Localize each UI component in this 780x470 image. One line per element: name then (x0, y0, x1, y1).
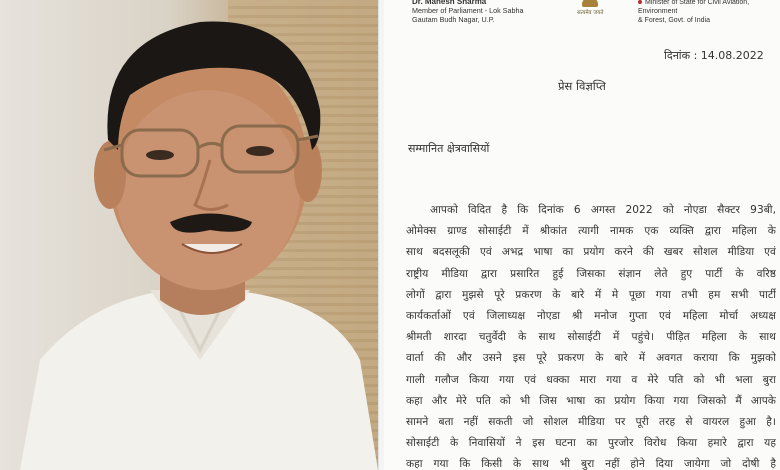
body-line: ओमेक्स ग्राण्ड सोसाईटी में श्रीकांत त्यागी नामक एक व्यक्ति द्वारा महिला के (406, 225, 776, 238)
body-line: कहा और मेरे पति को भी जिस भाषा का प्रयोग किया गया जिसको मैं आपके (406, 394, 776, 407)
body-line: आपको विदित है कि दिनांक 6 अगस्त 2022 को नोएडा सैक्टर 93बी, (430, 204, 776, 216)
body-line: राष्ट्रीय मीडिया द्वारा प्रसारित हुई जिसका संज्ञान लेते हुए पार्टी के वरिष्ठ (406, 267, 776, 280)
body-line: सोसाईटी के निवासियों ने इस घटना का पुरजोर विरोध किया हमारे द्वारा यह (406, 437, 776, 450)
body-line: श्रीमती शारदा चतुर्वेदी के साथ सोसाईटी में पहुंचे। पीड़ित महिला के साथ (406, 331, 776, 344)
letterhead-right-text: Minister of State for Civil Aviation, Environment (638, 0, 750, 15)
letterhead-right (638, 0, 776, 25)
letter-salutation: सम्मानित क्षेत्रवासियों (408, 142, 490, 155)
letter-date: दिनांक : 14.08.2022 (664, 49, 764, 62)
body-line: लोगों द्वारा मुझसे पूरे प्रकरण के बारे में मे पूछा गया तभी हम सभी पार्टी (406, 288, 776, 301)
body-line: सामने बता नहीं सकती जो सोशल मीडिया पर पूरी तरह से वायरल हुआ है। (406, 415, 776, 428)
letterhead-left-line: Gautam Budh Nagar, U.P. (412, 15, 495, 24)
emblem-motto: सत्यमेव जयते (577, 10, 604, 16)
body-line: गाली गलौज किया गया एवं धक्का मारा गया व मेरे पति को भी भला बुरा (406, 373, 776, 386)
letterhead-right-line: & Forest, Govt. of India (638, 17, 710, 24)
emblem-lions (582, 0, 598, 7)
bullet-icon (638, 0, 642, 4)
body-line: वार्ता की और उसने इस पूरे प्रकरण के बारे में अवगत कराया कि मुझको (406, 352, 776, 365)
letterhead-name: Dr. Mahesh Sharma (412, 0, 487, 6)
letterhead-left (412, 0, 562, 24)
letter-title: प्रेस विज्ञप्ति (558, 79, 606, 93)
body-line: कहा गया कि किसी के साथ भी बुरा नहीं होने दिया जायेगा जो दोषी है (406, 458, 776, 470)
body-line: साथ बदसलूकी एवं अभद्र भाषा का प्रयोग करने की खबर सोशल मीडिया एवं (406, 246, 776, 259)
national-emblem-icon (577, 0, 603, 18)
body-line: कार्यकर्ताओं एवं जिलाध्यक्ष नोएडा श्री मनोज गुप्ता एवं महिला मोर्चा अध्यक्ष (406, 309, 776, 322)
letter-body (406, 200, 776, 470)
portrait-illustration (0, 0, 378, 470)
press-release-letter (384, 0, 780, 470)
letterhead-right-line (638, 0, 776, 16)
portrait-photo (0, 0, 378, 470)
letterhead-left-line: Member of Parliament - Lok Sabha (412, 6, 524, 15)
